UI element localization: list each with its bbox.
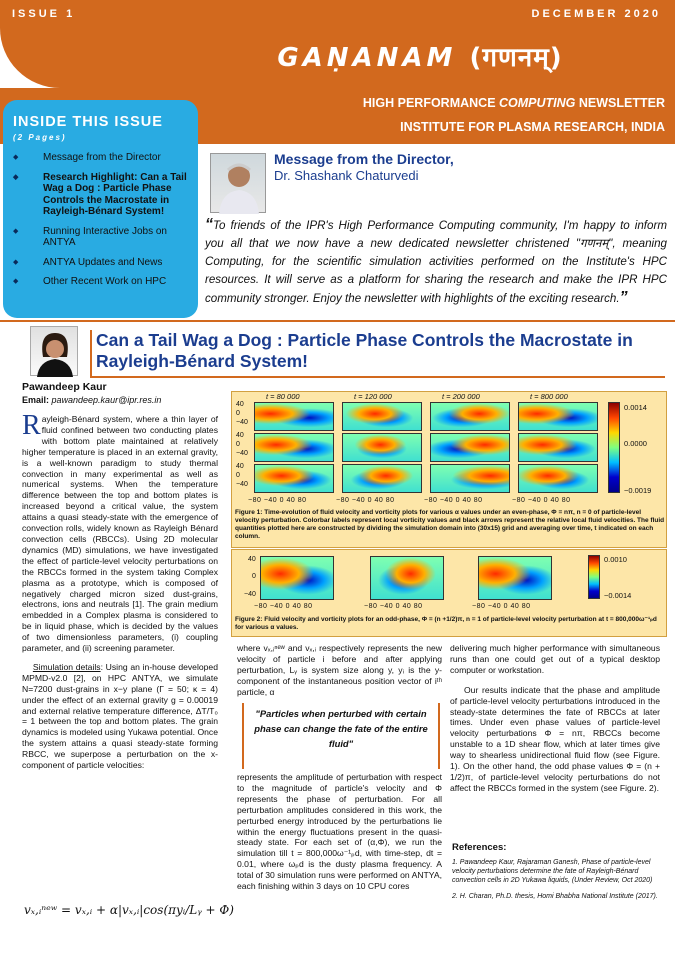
figure-2: [231, 549, 667, 637]
inside-this-issue-box: [3, 100, 198, 318]
fig2-vorticity-panel: [478, 556, 552, 600]
director-name: Dr. Shashank Chaturvedi: [274, 168, 419, 183]
toc-item-research[interactable]: ◆ Research Highlight: Can a Tail Wag a Dog : Particle Phase Controls the Macrostate in Rayleigh-Bénard System!: [11, 172, 193, 218]
figure-1-caption: Figure 1: Time-evolution of fluid velocity and vorticity plots for various α values under an even-phase, Φ = nπ, n = 0 of particle-level velocity perturbation. Colorbar labels represent local vorticity values and black arrows represent the relative local fluid velocities. The fluid quantities plotted here are constructed by dividing the simulation domain into (30x15) grid and averaging over time, t indicated on each column.: [235, 509, 665, 540]
toc-item-antya-updates[interactable]: ◆ ANTYA Updates and News: [11, 257, 193, 269]
author-email: [22, 395, 161, 405]
fig1-time-label: t = 120 000: [354, 392, 392, 401]
toc-list: [11, 152, 193, 296]
email-address[interactable]: pawandeep.kaur@ipr.res.in: [51, 395, 162, 405]
fig1-vorticity-panel: [518, 464, 598, 493]
article-col3-para-b: Our results indicate that the phase and amplitude of particle-level velocity perturbations introduced in the steady-state determines the fate of RBCCs at later times. Under even phase values of particle-level velocity perturbations Φ = nπ, RBCCs become unstable to a 1D shear flow, which at later times give way to shearless unidirectional fluid flow (see Figure. 1). On the other hand, the odd phase values Φ = (n + 1/2)π, of particle-level velocity perturbations do not affect the RBCCs formed in the system (see Figure. 2).: [450, 684, 660, 793]
fig1-vorticity-panel: [254, 433, 334, 462]
email-label: Email:: [22, 395, 52, 405]
reference-2: 2. H. Charan, Ph.D. thesis, Homi Bhabha National Institute (2017).: [452, 893, 658, 900]
fig1-vorticity-panel: [518, 402, 598, 431]
fig1-vorticity-panel: [342, 433, 422, 462]
article-column-1: [22, 410, 218, 771]
subtitle-1c: NEWSLETTER: [575, 96, 665, 110]
close-quote-icon: ”: [619, 289, 628, 306]
fig2-x-ticks: −80 −40 0 40 80: [254, 603, 313, 610]
fig1-y-tick: −40: [236, 419, 248, 426]
inside-pages: (2 Pages): [13, 133, 67, 142]
fig1-colorbar-label: 0.0014: [624, 403, 647, 412]
subtitle-1b: COMPUTING: [499, 96, 576, 110]
fig1-y-tick: −40: [236, 450, 248, 457]
subtitle-line-1: [363, 96, 665, 110]
fig1-y-tick: 40: [236, 401, 244, 408]
director-message-text: To friends of the IPR's High Performance Computing community, I'm happy to inform you all that we now have a new dedicated newsletter christened "गणनम्", meaning Computing, for the scientific simulation activities performed on the Institute's HPC resources. It will serve as a platform for sharing the research and make the IPR HPC community stronger. Enjoy the newsletter with highlights of the exciting research.: [205, 219, 667, 305]
article-column-2-top: where vₓ,ᵢⁿᵉʷ and vₓ,ᵢ respectively represents the new velocity of particle i before and after applying perturbation, Lᵧ is system size along y, yᵢ is the y-component of the instantaneous position vector of iᵗʰ particle, α: [237, 643, 442, 697]
fig2-y-tick: −40: [244, 591, 256, 598]
subtitle-1a: HIGH PERFORMANCE: [362, 96, 500, 110]
fig1-time-label: t = 200 000: [442, 392, 480, 401]
perturbation-equation: vₓ,ᵢⁿᵉʷ = vₓ,ᵢ + α|vₓ,ᵢ|cos(πyᵢ/Lᵧ + Φ): [24, 903, 234, 917]
fig1-vorticity-panel: [430, 464, 510, 493]
fig2-vorticity-panel: [260, 556, 334, 600]
fig1-colorbar: [608, 402, 620, 493]
fig1-y-tick: 0: [236, 472, 240, 479]
fig1-vorticity-panel: [518, 433, 598, 462]
article-title: Can a Tail Wag a Dog : Particle Phase Controls the Macrostate in Rayleigh-Bénard System!: [90, 330, 665, 378]
open-quote-icon: “: [205, 216, 213, 233]
fig1-colorbar-label: −0.0019: [624, 486, 652, 495]
article-para-2: : Using an in-house developed MPMD-v2.0 [2], on HPC ANTYA, we simulate N=7200 dust-grains in x−y plane (Γ = 50; κ = 4) under the effect of an external gravity g = 0.00019 and external relative temperature difference, ΔT/T₀ = 1 between the top and bottom plates. The grain dynamics is modeled using Yukawa potential. Once the system attains a quasi steady-state forming RBCC, we superpose a perturbation on the x-component of particle velocities:: [22, 661, 218, 771]
fig1-y-tick: −40: [236, 481, 248, 488]
drop-cap: R: [22, 410, 41, 441]
newsletter-title: [185, 38, 655, 74]
director-photo: [210, 153, 266, 213]
director-message: [205, 216, 667, 308]
fig1-time-label: t = 80 000: [266, 392, 300, 401]
fig2-x-ticks: −80 −40 0 40 80: [364, 603, 423, 610]
fig1-colorbar-label: 0.0000: [624, 439, 647, 448]
fig1-x-ticks: −80 −40 0 40 80: [512, 497, 571, 504]
references-heading: References:: [452, 842, 507, 853]
fig2-y-tick: 0: [252, 573, 256, 580]
article-column-2-bottom: represents the amplitude of perturbation with respect to the magnitude of particle's velocity and Φ represents the phase of perturbation. For all perturbation amplitudes considered in this work, the perturbed energy introduced by the perturbations lie within the energy fluctuations present in the quasi-steady state. For each set of (α,Φ), we run the simulation till t = 800,000ω⁻¹ₚd, with time-step, dt = 0.01, where ωₚd is the dusty plasma frequency. A total of 30 simulation runs were performed on ANTYA, each finishing within 3 days on 10 CPU cores: [237, 772, 442, 892]
fig1-x-ticks: −80 −40 0 40 80: [336, 497, 395, 504]
fig1-y-tick: 0: [236, 441, 240, 448]
inside-heading: INSIDE THIS ISSUE: [13, 114, 163, 130]
figure-2-caption: Figure 2: Fluid velocity and vorticity plots for an odd-phase, Φ = (n +1/2)π, n = 1 of particle-level velocity perturbation at t = 800,000ω⁻¹ₚd for various α values.: [235, 616, 657, 631]
fig2-vorticity-panel: [370, 556, 444, 600]
fig1-x-ticks: −80 −40 0 40 80: [248, 497, 307, 504]
section-divider: [0, 320, 675, 322]
fig1-x-ticks: −80 −40 0 40 80: [424, 497, 483, 504]
fig1-vorticity-panel: [254, 464, 334, 493]
fig2-colorbar-label: 0.0010: [604, 555, 627, 564]
fig1-y-tick: 0: [236, 410, 240, 417]
fig1-vorticity-panel: [430, 402, 510, 431]
title-latin: GAṆANAM: [277, 43, 457, 73]
article-para-1: ayleigh-Bénard system, where a thin layer of fluid confined between two conducting plates with bottom plate maintained at relatively higher temperature is placed in an external gravity, is a well-known paradigm to study thermal convection in many experimental as well as numerical systems. When the temperature difference between the top and bottom plates is increased beyond a critical value, the system attains a quasi steady-state with the emergence of convection rolls, widely known as Rayleigh Bénard convection cells (RBCCs). Using 2D molecular dynamics (MD) simulations, we have investigated the effect of particle-level velocity perturbations on the RBCCs formed in the system taking Complex plasma as a prototype, which is composed of negatively charged micron sized dust-grains, electrons, ions and neutrals [1]. The grain medium embedded in a Complex plasma is considered to be in liquid phase, which is decided by the values of two dimensionless parameters, (i) coupling parameter, and (ii) screening parameter.: [22, 414, 218, 654]
article-author: Pawandeep Kaur: [22, 381, 107, 393]
author-photo: [30, 326, 78, 376]
fig1-vorticity-panel: [430, 433, 510, 462]
fig1-time-label: t = 800 000: [530, 392, 568, 401]
title-devanagari: (गणनम्): [469, 43, 563, 73]
pull-quote: "Particles when perturbed with certain phase can change the fate of the entire fluid": [242, 703, 440, 769]
reference-1: 1. Pawandeep Kaur, Rajaraman Ganesh, Phase of particle-level velocity perturbations determine the fate of Rayleigh-Bénard convection cells in 2D Yukawa liquids, (Under Review, Oct 2020): [452, 859, 653, 884]
toc-item-director[interactable]: ◆ Message from the Director: [11, 152, 193, 164]
director-heading: Message from the Director,: [274, 151, 454, 167]
issue-date: DECEMBER 2020: [531, 8, 661, 20]
article-column-3: [450, 643, 660, 794]
fig1-vorticity-panel: [342, 464, 422, 493]
issue-number: ISSUE 1: [12, 8, 76, 20]
fig1-vorticity-panel: [342, 402, 422, 431]
subtitle-line-2: INSTITUTE FOR PLASMA RESEARCH, INDIA: [400, 120, 665, 134]
fig1-y-tick: 40: [236, 463, 244, 470]
fig2-colorbar-label: −0.0014: [604, 591, 632, 600]
toc-item-interactive-jobs[interactable]: ◆ Running Interactive Jobs on ANTYA: [11, 226, 193, 249]
figure-1: [231, 391, 667, 548]
simulation-details-label: Simulation details: [32, 661, 101, 672]
fig2-y-tick: 40: [248, 556, 256, 563]
fig2-x-ticks: −80 −40 0 40 80: [472, 603, 531, 610]
fig1-y-tick: 40: [236, 432, 244, 439]
article-col3-para-a: delivering much higher performance with simultaneous runs than one could get out of a typical desktop computer or workstation.: [450, 643, 660, 675]
fig1-vorticity-panel: [254, 402, 334, 431]
toc-item-recent-work[interactable]: ◆ Other Recent Work on HPC: [11, 276, 193, 288]
fig2-colorbar: [588, 555, 600, 599]
